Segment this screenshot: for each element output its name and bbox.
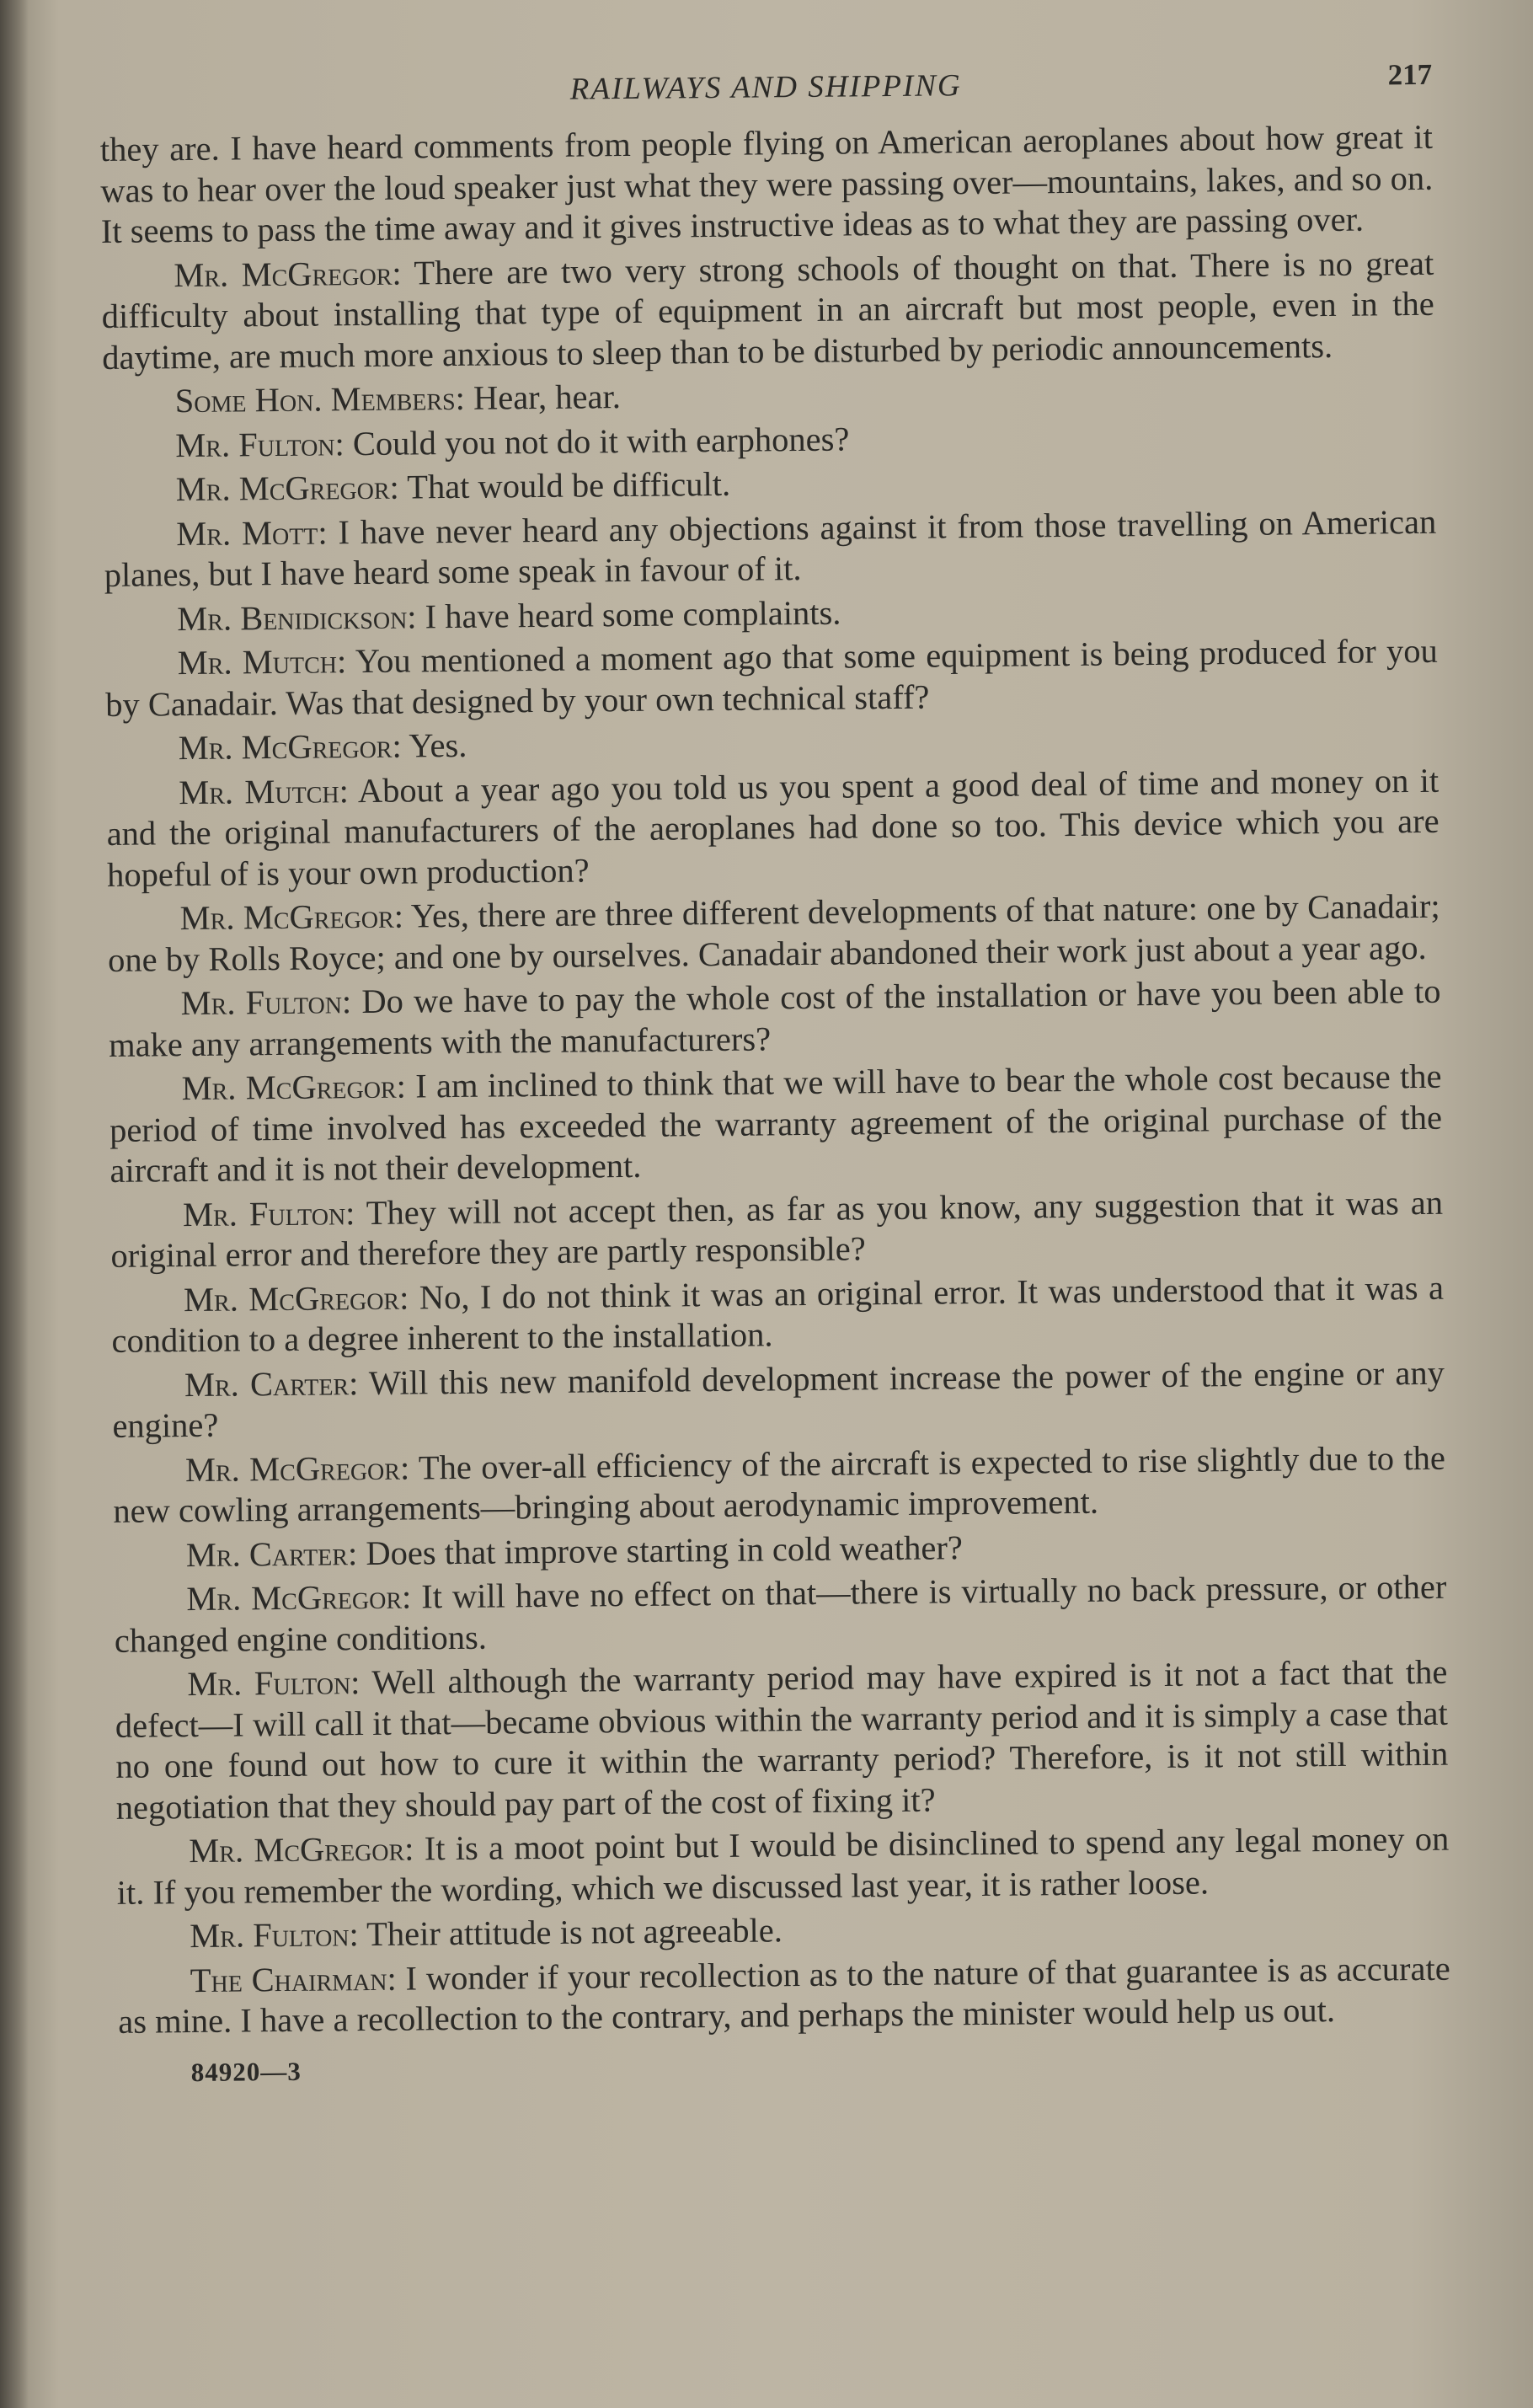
transcript-paragraph [101,243,1434,378]
paragraph-text: Does that improve starting in cold weather? [366,1528,964,1572]
transcript-paragraph [104,501,1437,596]
speaker-name: Mr. Mutch: [179,771,350,811]
paragraph-text: they are. I have heard comments from people flying on American aeroplanes about how great it was to hear over the loud speaker just what they were passing over—mountains, lakes, and so on. It seems to pass the time away and it gives instructive ideas as to what they are passing over. [99,117,1434,250]
paragraph-text: No, I do not think it was an original error. It was understood that it was a condition to a degree inherent to the installation. [111,1268,1445,1360]
page-number: 217 [1387,57,1433,92]
paragraph-text: Hear, hear. [473,377,622,417]
speaker-name: Mr. Fulton: [187,1663,361,1704]
speaker-name: Mr. McGregor: [174,254,402,294]
speaker-name: Mr. Fulton: [180,982,352,1023]
paragraph-text: I have heard some complaints. [425,593,841,635]
paragraph-text: There are two very strong schools of thought on that. There is no great difficulty about installing that type of equipment in an aircraft but most people, even in the daytime, are much more anxious to sleep than to be disturbed by periodic announcements. [101,243,1434,377]
signature-mark: 84920—3 [190,2056,302,2087]
paragraph-text: About a year ago you told us you spent a good deal of time and money on it and the original manufacturers of the aeroplanes had done so too. This device which you are hopeful of is your own production? [106,761,1440,894]
page-content [99,58,1451,2089]
paragraph-text: They will not accept then, as far as you know, any suggestion that it was an original error and therefore they are partly responsible? [110,1183,1444,1275]
speaker-name: Mr. Benidickson: [177,597,417,638]
speaker-name: Mr. McGregor: [178,726,402,768]
transcript-paragraph [110,1182,1444,1276]
paragraph-text: You mentioned a moment ago that some equipment is being produced for you by Canadair. Was that designed by your own technical staff? [105,631,1438,724]
paragraph-text: Their attitude is not agreeable. [366,1911,783,1954]
paragraph-text: I am inclined to think that we will have to bear the whole cost because the period of time involved has exceeded the warranty agreement of the original purchase of the aircraft and it is not their development. [109,1057,1443,1190]
transcript-paragraph [107,886,1440,981]
speaker-name: Mr. Fulton: [175,424,345,464]
transcript-paragraph [113,1437,1446,1532]
paragraph-text: Yes. [409,725,467,765]
paragraph-text: I have never heard any objections against it from those travelling on American planes, but I have heard some speak in favour of it. [104,502,1437,594]
speaker-name: Mr. McGregor: [184,1448,410,1489]
transcript-body [100,117,1451,2043]
speaker-name: Mr. McGregor: [175,468,400,509]
paragraph-text: That would be difficult. [406,464,731,506]
transcript-paragraph [109,1057,1442,1192]
speaker-name: Some Hon. Members: [174,378,466,420]
running-head: RAILWAYS AND SHIPPING [569,68,962,107]
book-gutter [0,0,29,2408]
transcript-paragraph [118,1948,1451,2042]
paragraph-text: The over-all efficiency of the aircraft is expected to rise slightly due to the new cowling arrangements—bringing about aerodynamic improvement. [113,1438,1446,1530]
speaker-name: Mr. McGregor: [186,1577,412,1619]
transcript-paragraph [114,1567,1447,1662]
speaker-name: Mr. Mutch: [177,642,347,682]
paragraph-text: It will have no effect on that—there is virtually no back pressure, or other changed engine conditions. [114,1567,1447,1660]
transcript-paragraph [115,1652,1449,1828]
paragraph-text: Will this new manifold development increase the power of the engine or any engine? [112,1353,1445,1445]
transcript-paragraph [111,1267,1445,1362]
speaker-name: Mr. McGregor: [183,1278,409,1319]
speaker-name: The Chairman: [190,1959,397,1999]
transcript-paragraph [116,1819,1450,1913]
transcript-paragraph [100,117,1434,253]
speaker-name: Mr. McGregor: [181,1067,407,1108]
transcript-paragraph [108,971,1441,1066]
speaker-name: Mr. Mott: [176,512,328,553]
speaker-name: Mr. McGregor: [189,1829,414,1870]
speaker-name: Mr. Carter: [185,1533,358,1574]
speaker-name: Mr. Fulton: [190,1915,359,1956]
transcript-paragraph [105,631,1439,725]
paragraph-text: I wonder if your recollection as to the nature of that guarantee is as accurate as mine. I have a recollection to the contrary, and perhaps the minister would help us out. [118,1949,1450,2041]
transcript-paragraph [112,1352,1445,1447]
paragraph-text: Do we have to pay the whole cost of the installation or have you been able to make any arrangements with the manufacturers? [108,971,1441,1064]
speaker-name: Mr. McGregor: [179,896,404,938]
paragraph-text: Yes, there are three different developments of that nature: one by Canadair; one by Rolls Royce; and one by ourselves. Canadair abandoned their work just about a year ago. [107,886,1440,979]
speaker-name: Mr. Fulton: [182,1193,355,1233]
paragraph-text: It is a moot point but I would be disinclined to spend any legal money on it. If you remember the wording, which we discussed last year, it is rather loose. [116,1819,1450,1912]
paragraph-text: Could you not do it with earphones? [352,419,850,463]
transcript-paragraph [106,760,1440,896]
speaker-name: Mr. Carter: [184,1363,359,1404]
paragraph-text: Well although the warranty period may have expired is it not a fact that the defect—I will call it that—became obvious within the warranty period and it is simply a case that no one found out how to cure it within the warranty period? Therefore, is it not still within negotiation that they should pay part of the cost of fixing it? [115,1652,1449,1827]
